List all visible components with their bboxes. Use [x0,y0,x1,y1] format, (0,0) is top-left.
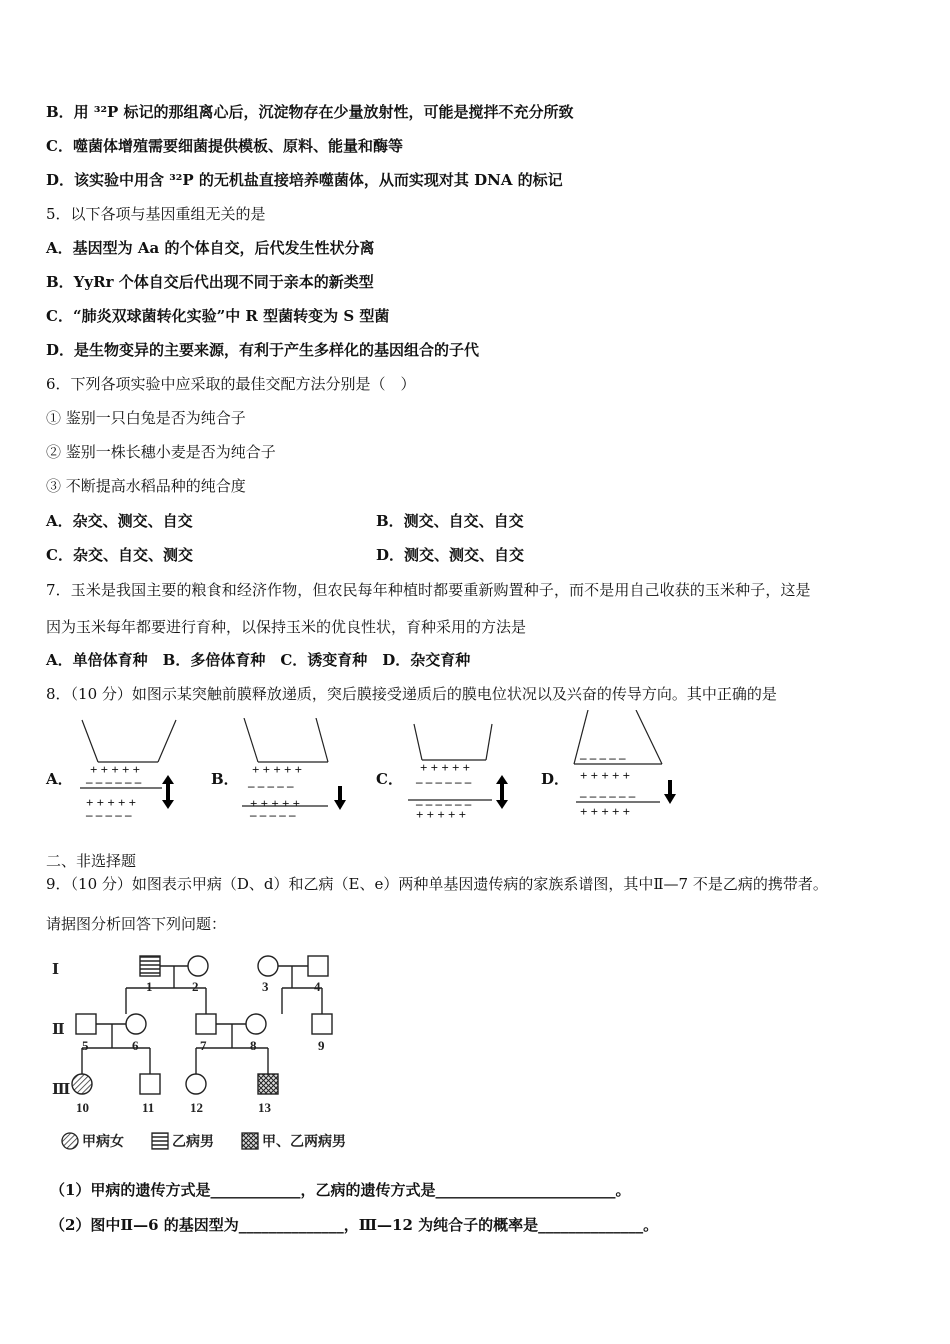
svg-text:+ + + + +: + + + + + [90,762,141,777]
pedigree-male-5 [76,1014,96,1034]
svg-text:12: 12 [190,1100,203,1115]
gen-label-3: Ⅲ [52,1082,71,1098]
svg-text:– – – – – –: – – – – – – [416,796,472,811]
svg-text:4: 4 [314,979,321,994]
q6-item-3: ③ 不断提高水稻品种的纯合度 [46,477,246,495]
pedigree-female-10 [72,1074,92,1094]
svg-text:– – – – – –: – – – – – – [416,774,472,789]
q4-option-b: B．用 ³²P 标记的那组离心后，沉淀物存在少量放射性，可能是搅拌不充分所致 [46,103,574,121]
svg-text:– – – – –: – – – – – [250,807,296,822]
svg-text:7: 7 [200,1038,207,1053]
q9-sub-2: （2）图中Ⅱ—6 的基因型为______________，Ⅲ—12 为纯合子的概率是______________。 [50,1216,659,1234]
pedigree-male-1 [140,956,160,976]
svg-text:2: 2 [192,979,199,994]
q8-stem: 8．（10 分）如图示某突触前膜释放递质，突后膜接受递质后的膜电位状况以及兴奋的传导方向。其中正确的是 [46,685,777,703]
pedigree-male-11 [140,1074,160,1094]
q4-option-d: D．该实验中用含 ³²P 的无机盐直接培养噬菌体，从而实现对其 DNA 的标记 [46,171,563,189]
pedigree-chart [46,948,386,1163]
synapse-diagram-b [236,718,351,823]
q7-stem-line2: 因为玉米每年都要进行育种，以保持玉米的优良性状，育种采用的方法是 [46,618,527,636]
q6-item-1: ① 鉴别一只白兔是否为纯合子 [46,409,246,427]
legend-male-ab-icon [242,1133,258,1149]
svg-text:11: 11 [142,1100,155,1115]
svg-text:– – – – –: – – – – – [86,807,132,822]
q9-stem-line1: 9．（10 分）如图表示甲病（D、d）和乙病（E、e）两种单基因遗传病的家族系谱图，其中Ⅱ—7 不是乙病的携带者。 [46,875,828,893]
pedigree-female-8 [246,1014,266,1034]
q9-stem-line2: 请据图分析回答下列问题： [46,915,227,933]
q6-option-d: D．测交、测交、自交 [376,546,525,564]
pedigree-female-3 [258,956,278,976]
svg-text:6: 6 [132,1038,139,1053]
synapse-diagram-c [400,718,515,823]
q7-stem-line1: 7．玉米是我国主要的粮食和经济作物，但农民每年种植时都要重新购置种子，而不是用自己收获的玉米种子，这是 [46,581,811,599]
svg-text:+ + + + +: + + + + + [252,762,303,777]
legend-label-2: 乙病男 [172,1135,214,1150]
q8-label-b: B． [211,770,239,788]
q4-option-c: C．噬菌体增殖需要细菌提供模板、原料、能量和酶等 [46,137,403,155]
q7-options: A．单倍体育种 B．多倍体育种 C．诱变育种 D．杂交育种 [46,651,471,669]
q8-label-c: C． [376,770,403,788]
svg-text:– – – – – –: – – – – – – [86,774,142,789]
pedigree-male-7 [196,1014,216,1034]
q6-option-b: B．测交、自交、自交 [376,512,524,530]
svg-text:+ + + + +: + + + + + [580,804,631,819]
svg-text:5: 5 [82,1038,89,1053]
svg-text:+ + + + +: + + + + + [416,807,467,822]
synapse-diagram-a [76,718,186,823]
legend-label-3: 甲、乙两病男 [262,1135,346,1150]
pedigree-male-13 [258,1074,278,1094]
q6-stem: 6．下列各项实验中应采取的最佳交配方法分别是（ ） [46,375,416,393]
svg-text:1: 1 [146,979,153,994]
q5-option-a: A．基因型为 Aa 的个体自交，后代发生性状分离 [46,239,375,257]
svg-text:13: 13 [258,1100,271,1115]
svg-text:+ + + + +: + + + + + [86,795,137,810]
svg-text:+ + + + +: + + + + + [250,796,301,811]
pedigree-male-9 [312,1014,332,1034]
q8-label-d: D． [541,770,570,788]
pedigree-male-4 [308,956,328,976]
q5-option-c: C．“肺炎双球菌转化实验”中 R 型菌转变为 S 型菌 [46,307,390,325]
svg-text:– – – – –: – – – – – [248,778,294,793]
svg-text:– – – – – –: – – – – – – [580,788,636,803]
q5-option-b: B．YyRr 个体自交后代出现不同于亲本的新类型 [46,273,374,291]
q6-option-a: A．杂交、测交、自交 [46,512,193,530]
legend-male-b-icon [152,1133,168,1149]
pedigree-female-6 [126,1014,146,1034]
svg-text:+ + + + +: + + + + + [420,760,471,775]
synapse-diagram-d [568,710,683,822]
pedigree-female-2 [188,956,208,976]
q6-option-c: C．杂交、自交、测交 [46,546,193,564]
q9-sub-1: （1）甲病的遗传方式是____________，乙病的遗传方式是________________________。 [50,1181,631,1199]
svg-text:8: 8 [250,1038,257,1053]
svg-text:10: 10 [76,1100,89,1115]
gen-label-1: Ⅰ [52,962,60,978]
legend-label-1: 甲病女 [82,1135,124,1150]
q5-stem: 5．以下各项与基因重组无关的是 [46,205,266,223]
q6-item-2: ② 鉴别一株长穗小麦是否为纯合子 [46,443,276,461]
q8-label-a: A． [46,770,73,788]
legend-female-a-icon [62,1133,78,1149]
svg-text:3: 3 [262,979,269,994]
q5-option-d: D．是生物变异的主要来源，有利于产生多样化的基因组合的子代 [46,341,480,359]
section-heading: 二、非选择题 [46,852,137,870]
pedigree-female-12 [186,1074,206,1094]
gen-label-2: Ⅱ [52,1022,65,1038]
svg-text:+ + + + +: + + + + + [580,768,631,783]
svg-text:9: 9 [318,1038,325,1053]
svg-text:– – – – –: – – – – – [580,750,626,765]
